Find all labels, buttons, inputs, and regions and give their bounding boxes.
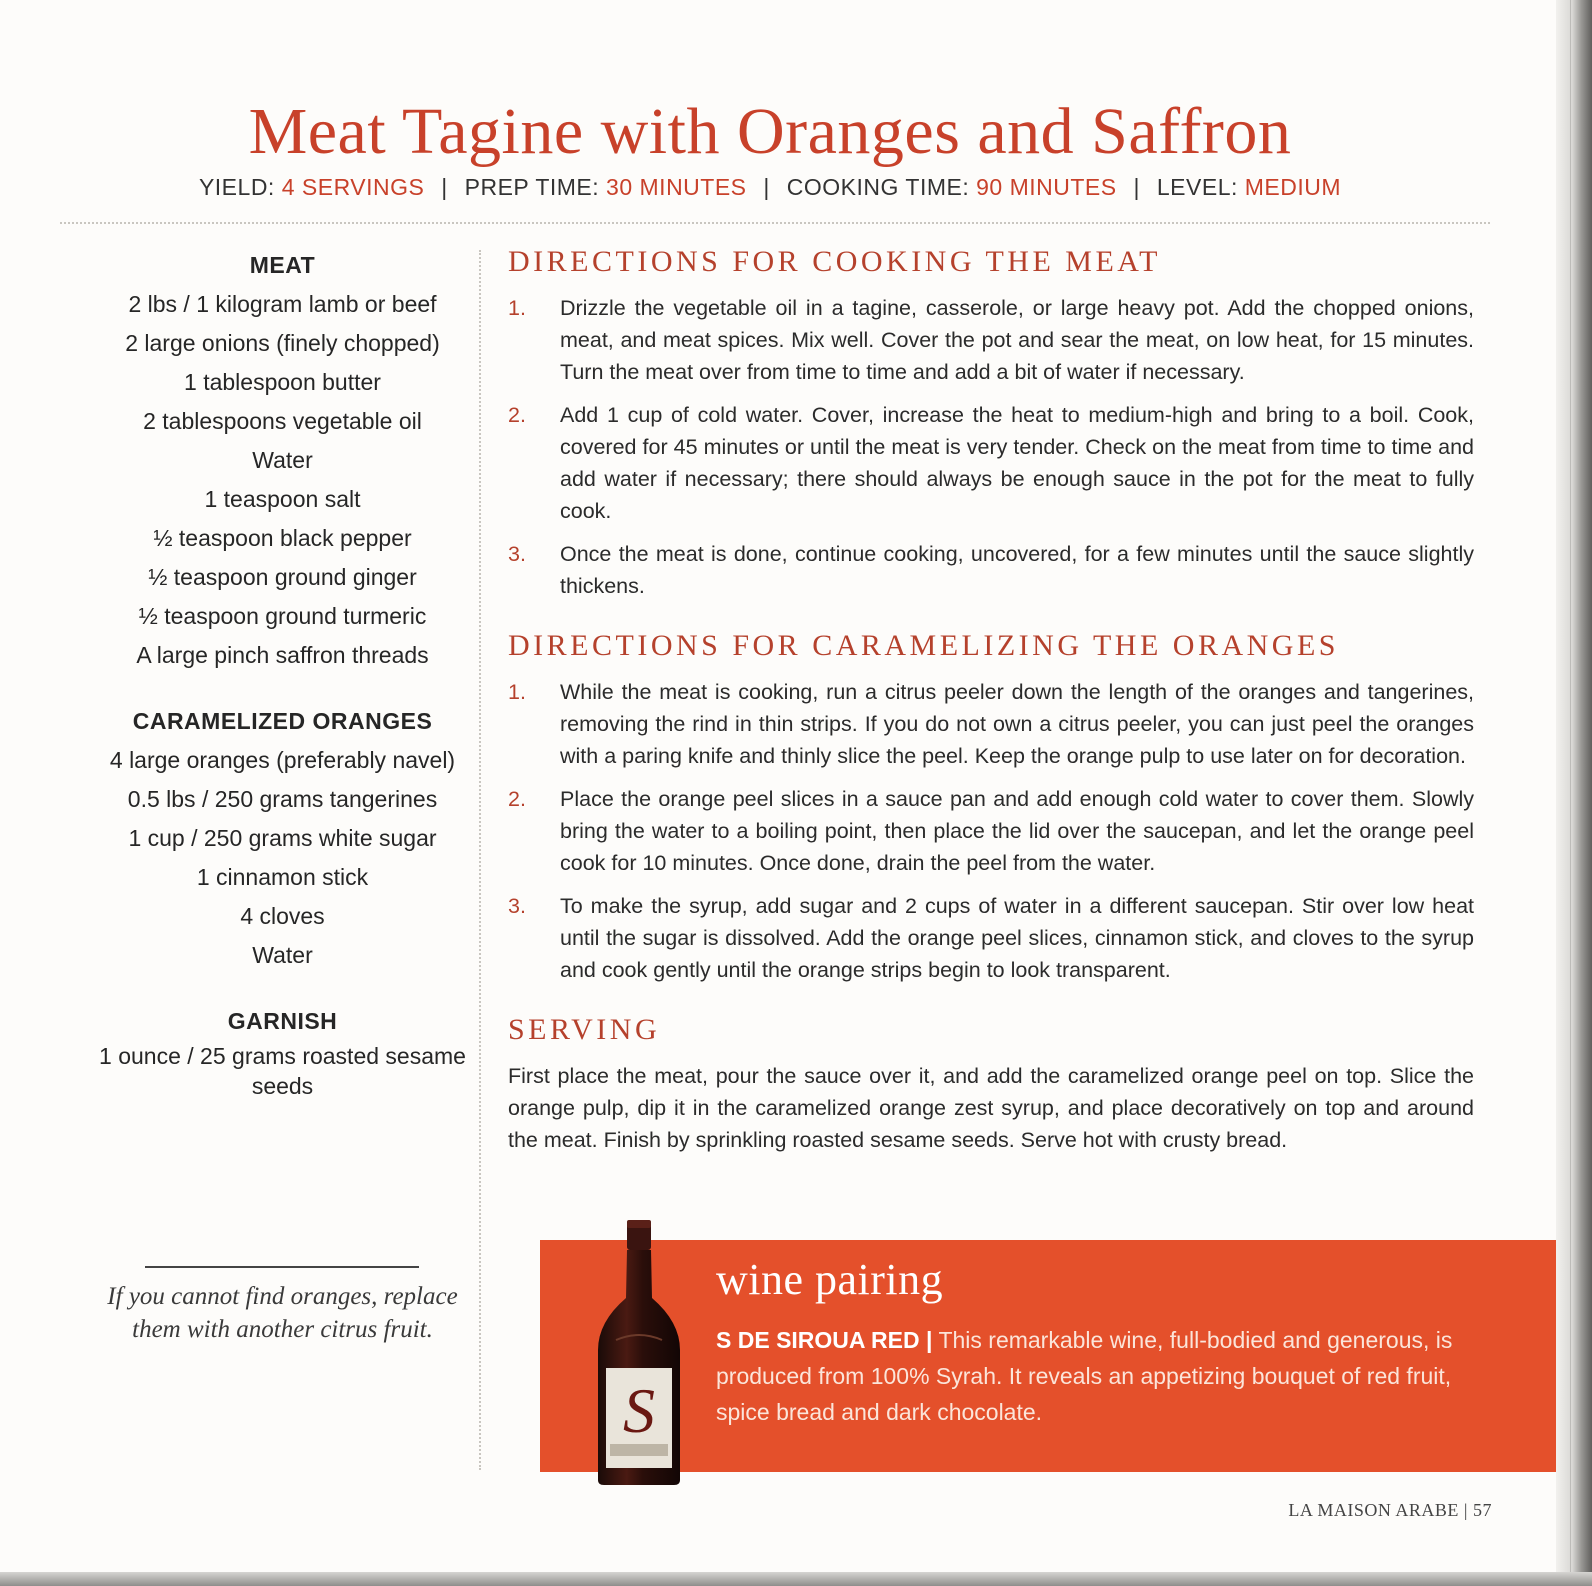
ingredients-heading-oranges: CARAMELIZED ORANGES: [132, 708, 433, 734]
cooking-time-label: COOKING TIME:: [786, 174, 970, 200]
page-edge-shadow: [1556, 0, 1592, 1586]
ingredients-list-meat: [90, 285, 475, 675]
section-heading-caramelizing-oranges: DIRECTIONS FOR CARAMELIZING THE ORANGES: [508, 629, 1339, 662]
serving-text: First place the meat, pour the sauce over it, and add the caramelized orange peel on top. Slice the orange pulp, dip it in the caramelized orange zest syrup, and place decoratively on top and around the meat. Finish by sprinkling roasted sesame seeds. Serve hot with crusty bread.: [508, 1064, 1474, 1152]
ingredient-item: 4 cloves: [240, 903, 325, 929]
ingredient-item: ½ teaspoon ground turmeric: [138, 603, 427, 629]
header-divider: [60, 222, 1490, 224]
step-item: [508, 292, 1474, 388]
ingredient-item: 2 lbs / 1 kilogram lamb or beef: [128, 291, 437, 317]
ingredient-item: 4 large oranges (preferably navel): [109, 747, 456, 773]
prep-time-value: 30 MINUTES: [606, 174, 747, 200]
step-number: 1.: [508, 296, 526, 320]
ingredient-item: 1 cinnamon stick: [196, 864, 369, 890]
ingredients-heading-meat: MEAT: [249, 252, 316, 278]
wine-bottle-image: [596, 1218, 682, 1486]
ingredient-item: 2 large onions (finely chopped): [125, 330, 440, 356]
ingredient-item: Water: [252, 942, 313, 968]
ingredients-column: [90, 245, 475, 1127]
step-text: To make the syrup, add sugar and 2 cups of water in a different saucepan. Stir over low heat until the sugar is dissolved. Add the orange peel slices, cinnamon stick, and cloves to the syrup and cook gently until the orange strips begin to look transparent.: [560, 894, 1474, 982]
step-text: Place the orange peel slices in a sauce pan and add enough cold water to cover them. Slowly bring the water to a boiling point, then place the lid over the saucepan, and let the orange peel cook for 10 minutes. Once done, drain the peel from the water.: [560, 787, 1474, 875]
page-bottom-shadow: [0, 1572, 1592, 1586]
step-text: Add 1 cup of cold water. Cover, increase the heat to medium-high and bring to a boil. Cook, covered for 45 minutes or until the meat is very tender. Check on the meat from time to time and add water if necessary; there should always be enough sauce in the pot for the meat to fully cook.: [560, 403, 1474, 523]
step-number: 1.: [508, 680, 526, 704]
step-text: Drizzle the vegetable oil in a tagine, casserole, or large heavy pot. Add the chopped onions, meat, and meat spices. Mix well. Cover the pot and sear the meat, on low heat, for 15 minutes. Turn the meat over from time to time and add a bit of water if necessary.: [560, 296, 1474, 384]
section-heading-cooking-meat: DIRECTIONS FOR COOKING THE MEAT: [508, 245, 1161, 278]
ingredients-list-oranges: [90, 741, 475, 975]
ingredient-item: 1 ounce / 25 grams roasted sesame seeds: [99, 1043, 466, 1099]
ingredient-item: 1 teaspoon salt: [204, 486, 361, 512]
meta-separator: |: [1133, 174, 1140, 200]
page-footer: LA MAISON ARABE | 57: [1288, 1500, 1492, 1520]
column-divider: [479, 250, 481, 1470]
wine-description-text: This remarkable wine, full-bodied and generous, is produced from 100% Syrah. It reveals an appetizing bouquet of red fruit, spice bread and dark chocolate.: [716, 1327, 1453, 1425]
ingredient-item: 1 tablespoon butter: [184, 369, 381, 395]
tip-divider: [145, 1266, 419, 1268]
step-item: [508, 783, 1474, 879]
wine-pairing-description: [716, 1322, 1458, 1430]
yield-label: YIELD:: [198, 174, 275, 200]
prep-time-label: PREP TIME:: [464, 174, 600, 200]
ingredients-heading-garnish: GARNISH: [227, 1008, 338, 1034]
directions-column: [508, 242, 1474, 1156]
step-number: 2.: [508, 403, 526, 427]
step-item: [508, 676, 1474, 772]
wine-pairing-heading: wine pairing: [716, 1255, 944, 1304]
step-number: 3.: [508, 542, 526, 566]
ingredient-item: Water: [252, 447, 313, 473]
level-label: LEVEL:: [1156, 174, 1238, 200]
section-heading-serving: SERVING: [508, 1013, 661, 1046]
step-number: 2.: [508, 787, 526, 811]
ingredient-item: A large pinch saffron threads: [136, 642, 429, 668]
wine-name: S DE SIROUA RED |: [716, 1327, 933, 1353]
step-text: Once the meat is done, continue cooking, uncovered, for a few minutes until the sauce slightly thickens.: [560, 542, 1474, 598]
step-item: [508, 890, 1474, 986]
yield-value: 4 SERVINGS: [281, 174, 425, 200]
cooking-time-value: 90 MINUTES: [976, 174, 1117, 200]
ingredient-item: ½ teaspoon ground ginger: [148, 564, 417, 590]
step-item: [508, 399, 1474, 527]
meta-separator: |: [441, 174, 448, 200]
step-text: While the meat is cooking, run a citrus peeler down the length of the oranges and tangerines, removing the rind in thin strips. If you do not own a citrus peeler, you can just peel the oranges with a paring knife and thinly slice the peel. Keep the orange pulp to use later on for decoration.: [560, 680, 1474, 768]
recipe-meta: [60, 170, 1480, 204]
step-item: [508, 538, 1474, 602]
ingredient-item: 0.5 lbs / 250 grams tangerines: [127, 786, 438, 812]
ingredient-item: 2 tablespoons vegetable oil: [143, 408, 422, 434]
steps-caramelizing-oranges: [508, 676, 1474, 986]
tip-note: If you cannot find oranges, replace them with another citrus fruit.: [107, 1283, 458, 1343]
level-value: MEDIUM: [1244, 174, 1342, 200]
page-title: Meat Tagine with Oranges and Saffron: [248, 95, 1292, 168]
ingredient-item: ½ teaspoon black pepper: [153, 525, 412, 551]
step-number: 3.: [508, 894, 526, 918]
bottle-label-letter: S: [623, 1375, 655, 1446]
steps-cooking-meat: [508, 292, 1474, 602]
meta-separator: |: [763, 174, 770, 200]
ingredient-item: 1 cup / 250 grams white sugar: [128, 825, 437, 851]
ingredients-list-garnish: [90, 1041, 475, 1101]
